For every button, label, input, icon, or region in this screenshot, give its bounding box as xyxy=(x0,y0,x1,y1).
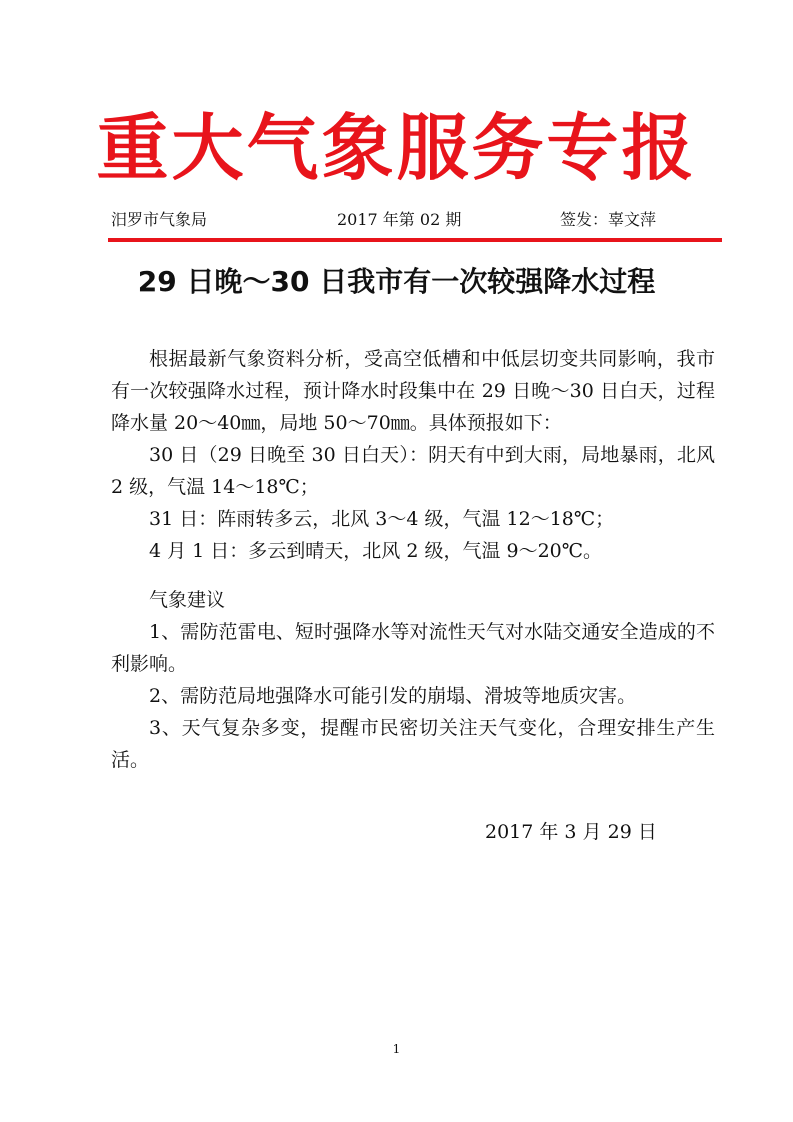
forecast-paragraph-day30: 30 日（29 日晚至 30 日白天）：阴天有中到大雨，局地暴雨，北风 2 级，气温 14～18℃； xyxy=(111,444,715,498)
issue-number: 2017 年第 02 期 xyxy=(337,210,462,229)
forecast-paragraph-summary: 根据最新气象资料分析，受高空低槽和中低层切变共同影响，我市有一次较强降水过程，预计降水时段集中在 29 日晚～30 日白天，过程降水量 20～40㎜，局地 50～70㎜。具体预报如下： xyxy=(111,348,715,434)
report-headline: 29 日晚～30 日我市有一次较强降水过程 xyxy=(137,265,656,298)
report-masthead: 重大气象服务专报 xyxy=(96,106,697,190)
advice-item-3: 3、天气复杂多变，提醒市民密切关注天气变化，合理安排生产生活。 xyxy=(111,717,715,771)
report-body xyxy=(111,343,715,776)
forecast-paragraph-day31: 31 日：阵雨转多云，北风 3～4 级，气温 12～18℃； xyxy=(149,508,615,530)
signer-name: 签发：辜文萍 xyxy=(560,210,657,229)
red-divider xyxy=(108,238,722,242)
issue-info-row xyxy=(0,207,793,233)
issuer-name: 汨罗市气象局 xyxy=(111,210,208,229)
page-number: 1 xyxy=(392,1042,401,1056)
advice-item-2: 2、需防范局地强降水可能引发的崩塌、滑坡等地质灾害。 xyxy=(149,685,637,707)
advice-heading: 气象建议 xyxy=(149,589,226,611)
advice-item-1: 1、需防范雷电、短时强降水等对流性天气对水陆交通安全造成的不利影响。 xyxy=(111,621,715,675)
report-date: 2017 年 3 月 29 日 xyxy=(485,821,657,843)
forecast-paragraph-apr1: 4 月 1 日：多云到晴天，北风 2 级，气温 9～20℃。 xyxy=(149,540,603,562)
